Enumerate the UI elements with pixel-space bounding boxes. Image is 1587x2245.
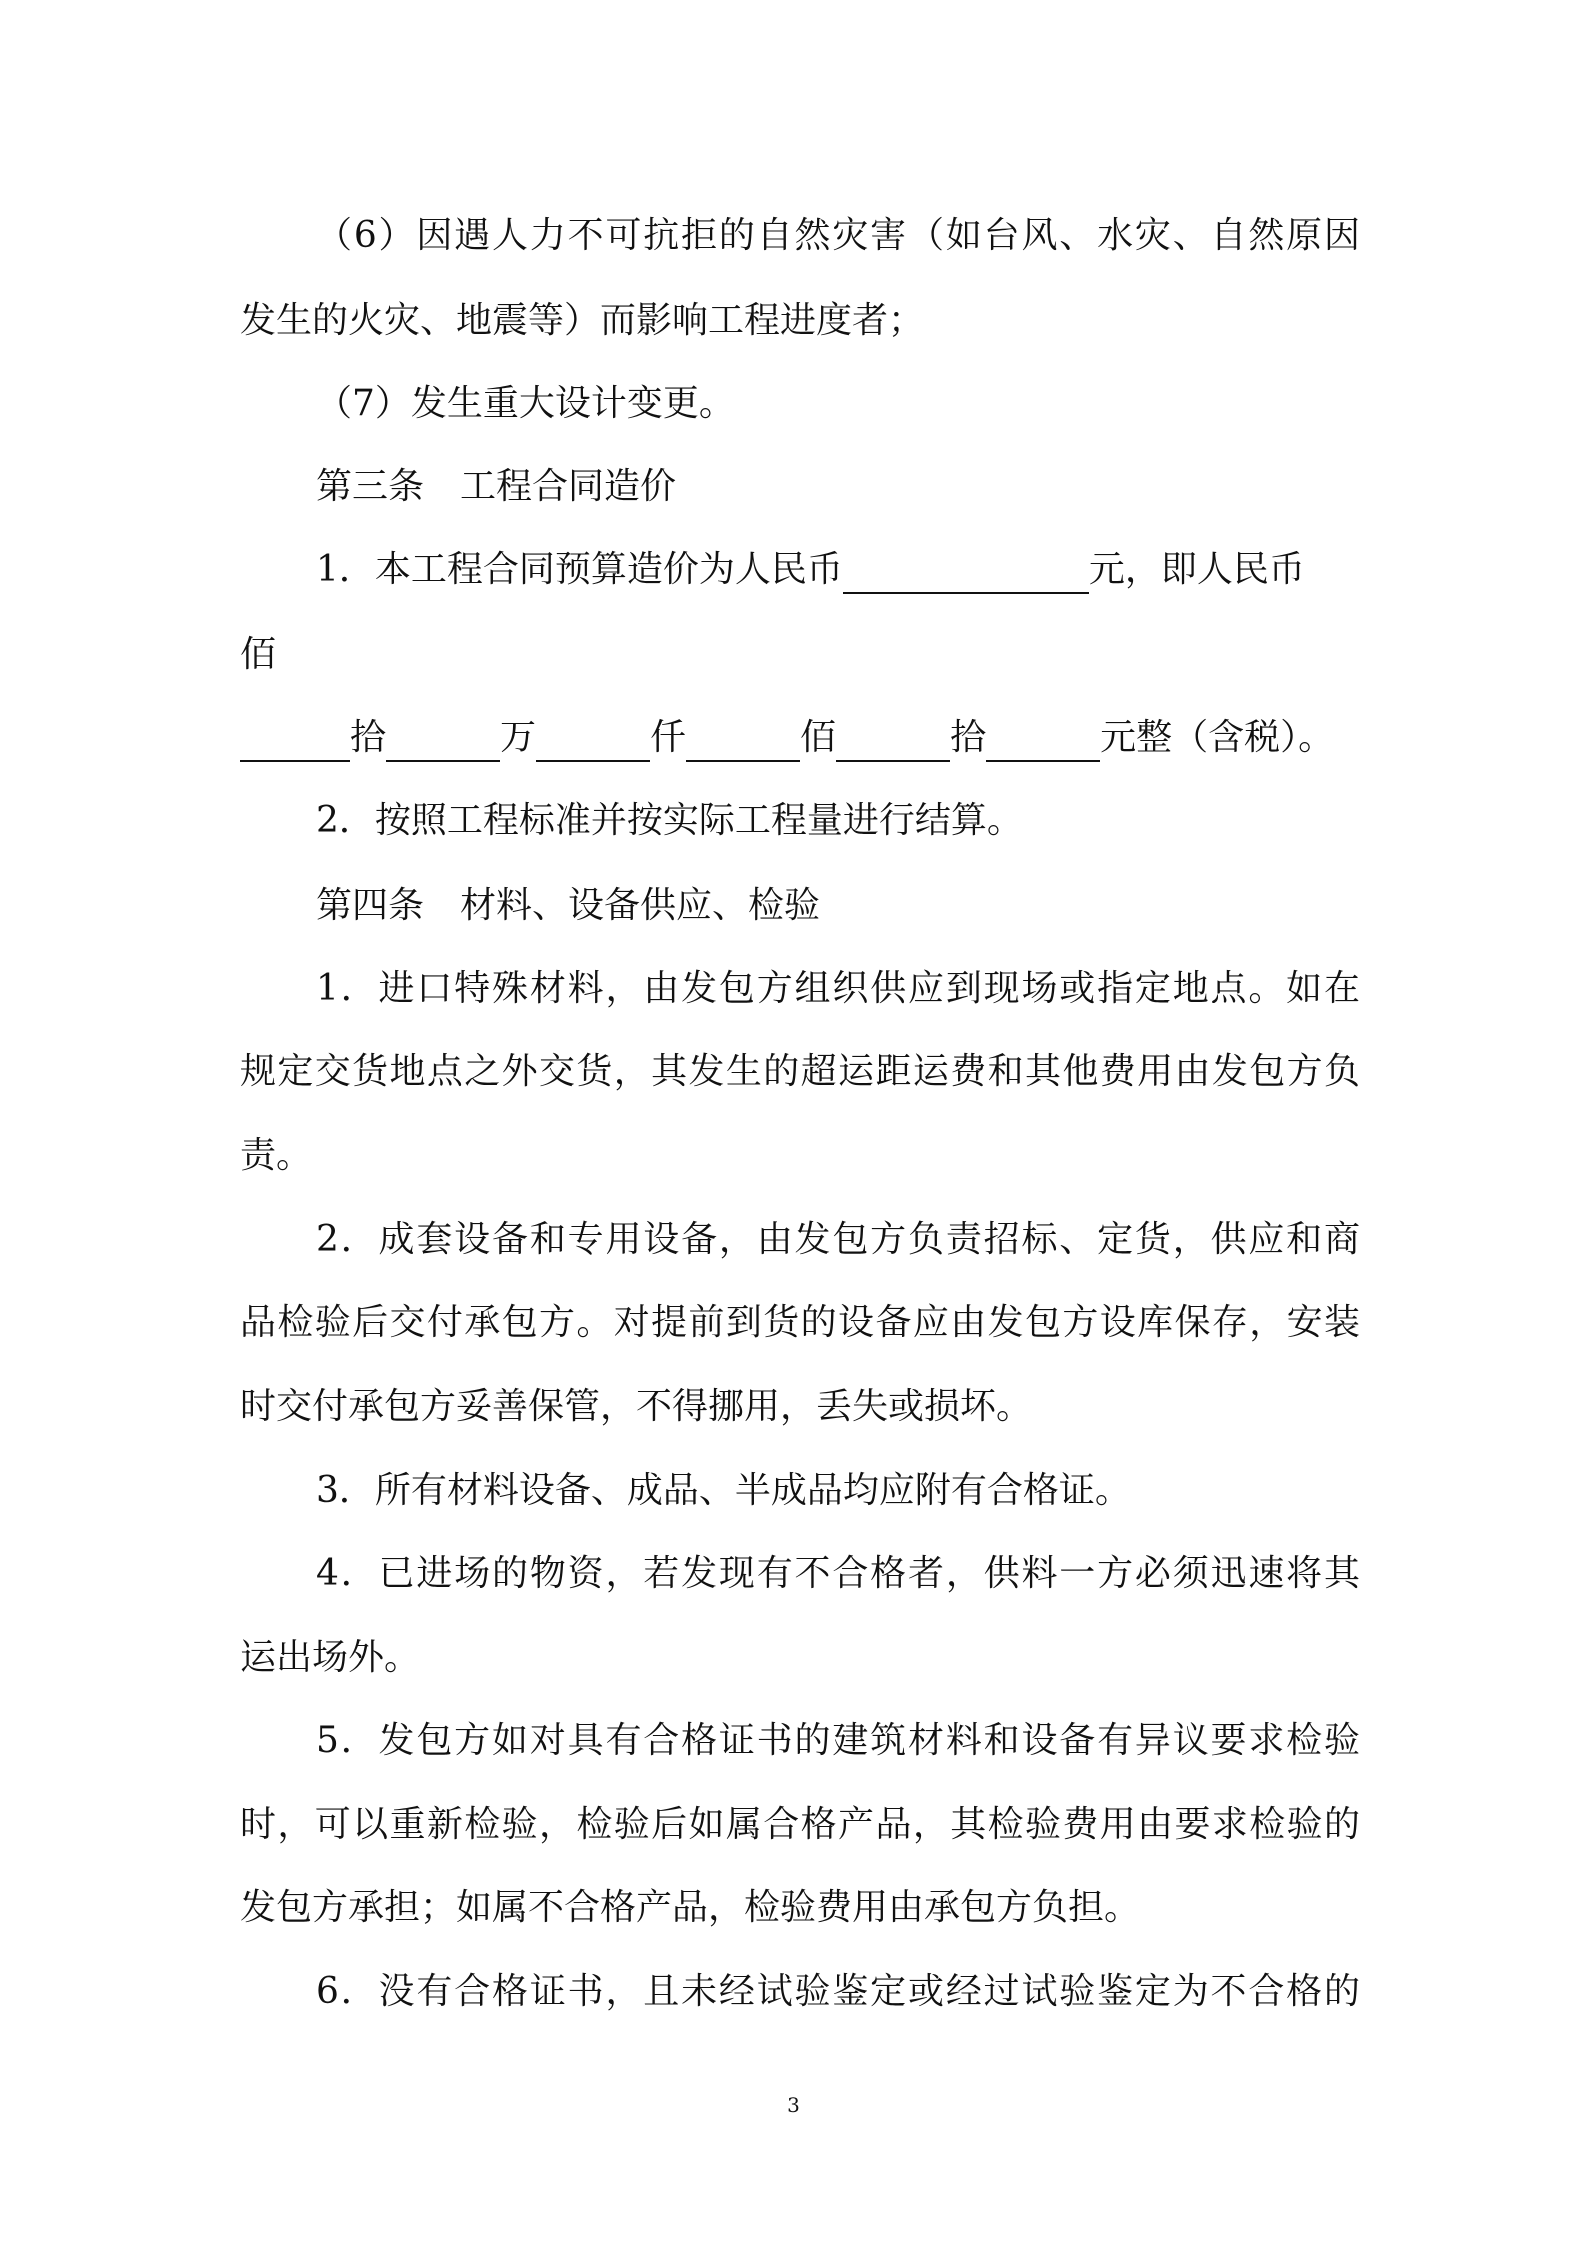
unit-label: 万: [500, 717, 537, 758]
unit-label: 拾: [950, 717, 987, 758]
paragraph-line: 品检验后交付承包方。对提前到货的设备应由发包方设库保存，安装: [240, 1302, 1360, 1343]
paragraph-line: （7）发生重大设计变更。: [316, 383, 735, 424]
unit-label: 仟: [650, 717, 687, 758]
amount-blank: [986, 720, 1100, 762]
paragraph-line: 6．没有合格证书，且未经试验鉴定或经过试验鉴定为不合格的: [316, 1971, 1360, 2012]
paragraph-line: 佰: [240, 634, 277, 675]
section-heading: 第四条 材料、设备供应、检验: [316, 885, 821, 926]
amount-in-words-line: [240, 714, 1360, 762]
amount-blank: [686, 720, 800, 762]
amount-blank: [536, 720, 650, 762]
amount-blank: [843, 552, 1089, 594]
paragraph-line: 1．进口特殊材料，由发包方组织供应到现场或指定地点。如在: [316, 968, 1360, 1009]
paragraph-line: 规定交货地点之外交货，其发生的超运距运费和其他费用由发包方负: [240, 1051, 1360, 1092]
unit-label: 佰: [800, 717, 837, 758]
amount-blank: [386, 720, 500, 762]
paragraph-line: 5．发包方如对具有合格证书的建筑材料和设备有异议要求检验: [316, 1720, 1360, 1761]
page-number: 3: [787, 2093, 800, 2117]
paragraph-line: （6）因遇人力不可抗拒的自然灾害（如台风、水灾、自然原因: [316, 215, 1360, 256]
amount-blank: [836, 720, 950, 762]
paragraph-line: 发生的火灾、地震等）而影响工程进度者；: [240, 300, 925, 341]
paragraph-line: 时，可以重新检验，检验后如属合格产品，其检验费用由要求检验的: [240, 1804, 1360, 1845]
paragraph-line: 发包方承担；如属不合格产品，检验费用由承包方负担。: [240, 1887, 1141, 1928]
paragraph-line: 时交付承包方妥善保管，不得挪用，丢失或损坏。: [240, 1386, 1033, 1427]
paragraph-line: 3．所有材料设备、成品、半成品均应附有合格证。: [316, 1470, 1131, 1511]
paragraph-line: 2．成套设备和专用设备，由发包方负责招标、定货，供应和商: [316, 1219, 1360, 1260]
paragraph-line: 2．按照工程标准并按实际工程量进行结算。: [316, 800, 1023, 841]
section-heading: 第三条 工程合同造价: [316, 466, 677, 507]
unit-label: 元整（含税）。: [1100, 717, 1335, 758]
paragraph-line: 责。: [240, 1135, 313, 1176]
amount-blank: [240, 720, 350, 762]
paragraph-line: 运出场外。: [240, 1637, 421, 1678]
paragraph-line: 4．已进场的物资，若发现有不合格者，供料一方必须迅速将其: [316, 1553, 1360, 1594]
clause-text: 元，即人民币: [1088, 549, 1305, 590]
paragraph-line: [316, 546, 1360, 594]
clause-text: 1．本工程合同预算造价为人民币: [316, 549, 843, 590]
unit-label: 拾: [350, 717, 387, 758]
